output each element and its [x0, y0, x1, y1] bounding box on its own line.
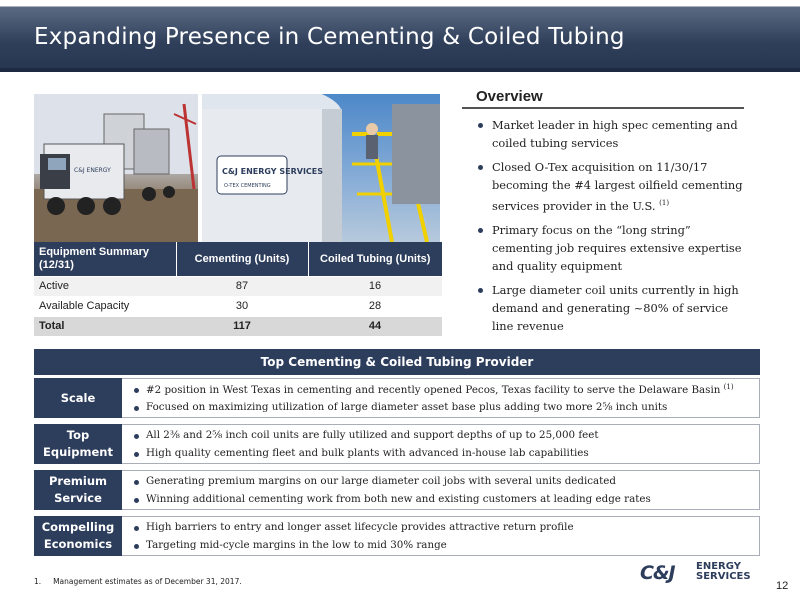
row-premium-service: [34, 470, 760, 510]
overview-bullet-text: Closed O-Tex acquisition on 11/30/17 becoming the #4 largest oilfield cementing services provider in the U.S.: [492, 160, 743, 213]
bullet-icon: [478, 123, 483, 128]
overview-divider: [462, 107, 744, 109]
bullet-icon: [134, 526, 139, 531]
bullet-icon: [134, 406, 139, 411]
bullet-icon: [478, 228, 483, 233]
header-equipment-summary: Equipment Summary (12/31): [34, 242, 176, 276]
list-item: High quality cementing fleet and bulk plants with advanced in-house lab capabilities: [134, 447, 589, 459]
overview-bullet-text: Market leader in high spec cementing and coiled tubing services: [492, 118, 738, 150]
cell-value: 30: [176, 296, 308, 316]
overview-bullet-text: Large diameter coil units currently in high demand and generating ~80% of service line revenue: [492, 282, 739, 333]
bullet-icon: [478, 288, 483, 293]
cell-label: Total: [34, 316, 176, 336]
table-row-total: [34, 316, 442, 336]
row-compelling-economics: [34, 516, 760, 556]
header-cementing-units: Cementing (Units): [176, 242, 308, 276]
list-item: High barriers to entry and longer asset lifecycle provides attractive return profile: [134, 521, 574, 533]
list-item: #2 position in West Texas in cementing and recently opened Pecos, Texas facility to serve the Delaware Basin $^{(1)}$: [134, 383, 734, 396]
overview-bullet-text: Primary focus on the “long string” cementing job requires extensive expertise and quality equipment: [492, 222, 742, 273]
list-item: [478, 281, 748, 335]
page-title: Expanding Presence in Cementing & Coiled Tubing: [34, 24, 625, 50]
bullet-icon: [134, 480, 139, 485]
cell-label: Available Capacity: [34, 296, 176, 316]
row-content: [122, 424, 760, 464]
list-item: Generating premium margins on our large diameter coil jobs with several units dedicated: [134, 475, 616, 487]
list-item: All 2⅜ and 2⅝ inch coil units are fully utilized and support depths of up to 25,000 feet: [134, 429, 599, 441]
bullet-icon: [134, 434, 139, 439]
row-label: Top Equipment: [34, 424, 122, 464]
row-label: Compelling Economics: [34, 516, 122, 556]
bullet-icon: [478, 165, 483, 170]
row-label: Premium Service: [34, 470, 122, 510]
table-row: [34, 296, 442, 316]
row-content: [122, 470, 760, 510]
table-header-row: [34, 242, 442, 276]
header-coiled-tubing-units: Coiled Tubing (Units): [308, 242, 442, 276]
tank-logo-sub: O-TEX CEMENTING: [224, 183, 271, 189]
footnote: 1. Management estimates as of December 31, 2017.: [34, 577, 242, 586]
cell-value: 87: [176, 276, 308, 296]
logo-text: ENERGY SERVICES: [696, 561, 751, 582]
list-item: Winning additional cementing work from both new and existing customers at leading edge rates: [134, 493, 651, 505]
bullet-icon: [134, 388, 139, 393]
cell-value: 16: [308, 276, 442, 296]
cell-value: 117: [176, 316, 308, 336]
truck-label: C&J ENERGY: [74, 167, 111, 174]
photo-cement-tank: [202, 94, 440, 242]
list-item: [478, 116, 748, 152]
cell-value: 28: [308, 296, 442, 316]
trucks-illustration: [34, 94, 198, 242]
tank-illustration: [202, 94, 440, 242]
footnote-ref: (1): [659, 199, 670, 207]
cell-value: 44: [308, 316, 442, 336]
list-item: Focused on maximizing utilization of large diameter asset base plus adding two more 2⅝ inch units: [134, 401, 667, 413]
list-item: [478, 158, 748, 215]
list-item: [478, 221, 748, 275]
logo-mark: C&J: [640, 562, 675, 584]
cell-label: Active: [34, 276, 176, 296]
section-banner: Top Cementing & Coiled Tubing Provider: [34, 349, 760, 375]
row-content: [122, 516, 760, 556]
row-scale: [34, 378, 760, 418]
photo-trucks: [34, 94, 198, 242]
tank-logo-main: C&J ENERGY SERVICES: [222, 167, 324, 176]
overview-heading: Overview: [476, 88, 543, 105]
bullet-icon: [134, 452, 139, 457]
row-label: Scale: [34, 378, 122, 418]
table-row: [34, 276, 442, 296]
page-number: 12: [776, 580, 789, 592]
row-content: [122, 378, 760, 418]
company-logo: [640, 562, 768, 584]
equipment-summary-table: [34, 242, 442, 336]
row-top-equipment: [34, 424, 760, 464]
list-item: Targeting mid-cycle margins in the low to mid 30% range: [134, 539, 447, 551]
bullet-icon: [134, 544, 139, 549]
bullet-icon: [134, 498, 139, 503]
overview-list: [478, 116, 748, 341]
footnote-ref: (1): [723, 383, 734, 391]
title-underline: [0, 68, 800, 72]
